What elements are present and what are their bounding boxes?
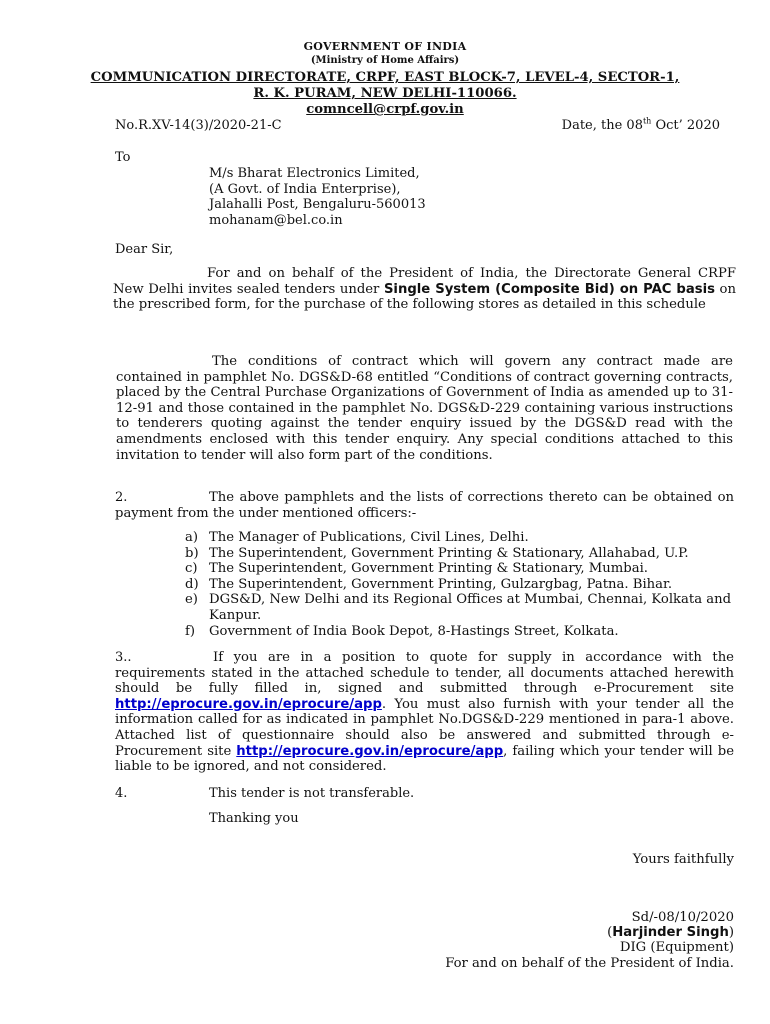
eprocure-text-2: . You must also furnish with your tender all the information called for as indicated in pamphlet No.DGS&D-229 mentioned in para-1 above. Attached list of questionnaire should also be answered and submitted through e-Procurement site	[115, 696, 734, 759]
signatory-name-line: (Harjinder Singh)	[607, 925, 734, 940]
list-item	[185, 561, 735, 577]
header-ministry: (Ministry of Home Affairs)	[310, 55, 460, 66]
header-directorate: COMMUNICATION DIRECTORATE, CRPF, EAST BLOCK-7, LEVEL-4, SECTOR-1,	[90, 70, 680, 85]
paragraph-not-transferable: This tender is not transferable.	[209, 786, 415, 801]
invitation-text-1: For and on behalf of the President of India, the Directorate General CRPF New Delhi invites sealed tenders under	[113, 266, 736, 297]
addressee-line: M/s Bharat Electronics Limited,	[209, 166, 420, 181]
officers-list	[185, 530, 735, 639]
signatory-name: Harjinder Singh	[612, 925, 729, 940]
to-label: To	[115, 150, 131, 165]
eprocure-link[interactable]: http://eprocure.gov.in/eprocure/app	[115, 696, 382, 712]
addressee-block	[209, 166, 426, 228]
list-marker: f)	[185, 623, 196, 639]
invitation-text-2: on the prescribed form, for the purchase of the following stores as detailed in this schedule	[113, 281, 736, 313]
salutation: Dear Sir,	[115, 242, 174, 257]
bid-type-bold: Single System (Composite Bid) on PAC basis	[383, 281, 715, 297]
para3-number: 3..	[115, 650, 132, 665]
eprocure-text-3: , failing which your tender will be liable to be ignored, and not considered.	[115, 743, 734, 775]
date-prefix: Date, the 08	[561, 118, 643, 133]
eprocure-link[interactable]: http://eprocure.gov.in/eprocure/app	[236, 743, 504, 759]
list-marker: b)	[185, 545, 199, 561]
list-item	[185, 624, 735, 640]
para4-number: 4.	[115, 786, 128, 801]
addressee-line: Jalahalli Post, Bengaluru-560013	[209, 197, 426, 213]
list-marker: c)	[185, 561, 198, 577]
header-address: R. K. PURAM, NEW DELHI-110066.	[253, 86, 517, 101]
list-item-text: Government of India Book Depot, 8-Hastings Street, Kolkata.	[209, 623, 619, 639]
list-marker: d)	[185, 576, 199, 592]
list-item-text: The Superintendent, Government Printing & Stationary, Mumbai.	[209, 561, 648, 577]
list-item-text: DGS&D, New Delhi and its Regional Offices at Mumbai, Chennai, Kolkata and Kanpur.	[209, 592, 732, 623]
eprocure-text-1: If you are in a position to quote for supply in accordance with the requirements stated in the attached schedule to tender, all documents attached herewith should be fully filled in, signed and submitted through e-Procurement site	[115, 650, 734, 697]
list-item	[185, 546, 735, 562]
list-item	[185, 577, 735, 593]
list-item-text: The Superintendent, Government Printing, Gulzargbag, Patna. Bihar.	[209, 576, 673, 592]
date-suffix-sup: th	[642, 116, 652, 126]
header-government: GOVERNMENT OF INDIA	[303, 40, 467, 53]
paragraph-eprocurement	[115, 650, 734, 775]
list-item-text: The Superintendent, Government Printing & Stationary, Allahabad, U.P.	[209, 545, 689, 561]
list-item	[185, 592, 735, 623]
para2-number: 2.	[115, 490, 128, 505]
list-marker: a)	[185, 530, 199, 545]
list-item	[185, 530, 735, 546]
list-item-text: The Manager of Publications, Civil Lines, Delhi.	[209, 530, 529, 545]
letter-date	[562, 118, 720, 134]
header-email: comncell@crpf.gov.in	[306, 102, 464, 117]
paragraph-conditions: The conditions of contract which will govern any contract made are contained in pamphlet No. DGS&D-68 entitled “Conditions of contract governing contracts, placed by the Central Purchase Organizations of Government of India as amended up to 31-12-91 and those contained in the pamphlet No. DGS&D-229 containing various instructions to tenderers quoting against the tender enquiry issued by the DGS&D read with the amendments enclosed with this tender enquiry. Any special conditions attached to this invitation to tender will also form part of the conditions.	[116, 354, 733, 463]
date-month-year: Oct’ 2020	[651, 118, 720, 133]
paragraph-pamphlets: The above pamphlets and the lists of corrections thereto can be obtained on payment from the under mentioned officers:-	[115, 490, 734, 521]
addressee-line: (A Govt. of India Enterprise),	[209, 181, 401, 197]
thanking-you: Thanking you	[209, 811, 299, 826]
signatory-designation: DIG (Equipment)	[619, 940, 734, 955]
paragraph-invitation	[113, 266, 736, 313]
addressee-email: mohanam@bel.co.in	[209, 212, 343, 228]
signatory-behalf: For and on behalf of the President of India.	[445, 956, 734, 971]
reference-number: No.R.XV-14(3)/2020-21-C	[115, 118, 282, 133]
signature-date: Sd/-08/10/2020	[631, 910, 734, 925]
list-marker: e)	[185, 592, 198, 608]
closing-yours-faithfully: Yours faithfully	[632, 852, 734, 867]
